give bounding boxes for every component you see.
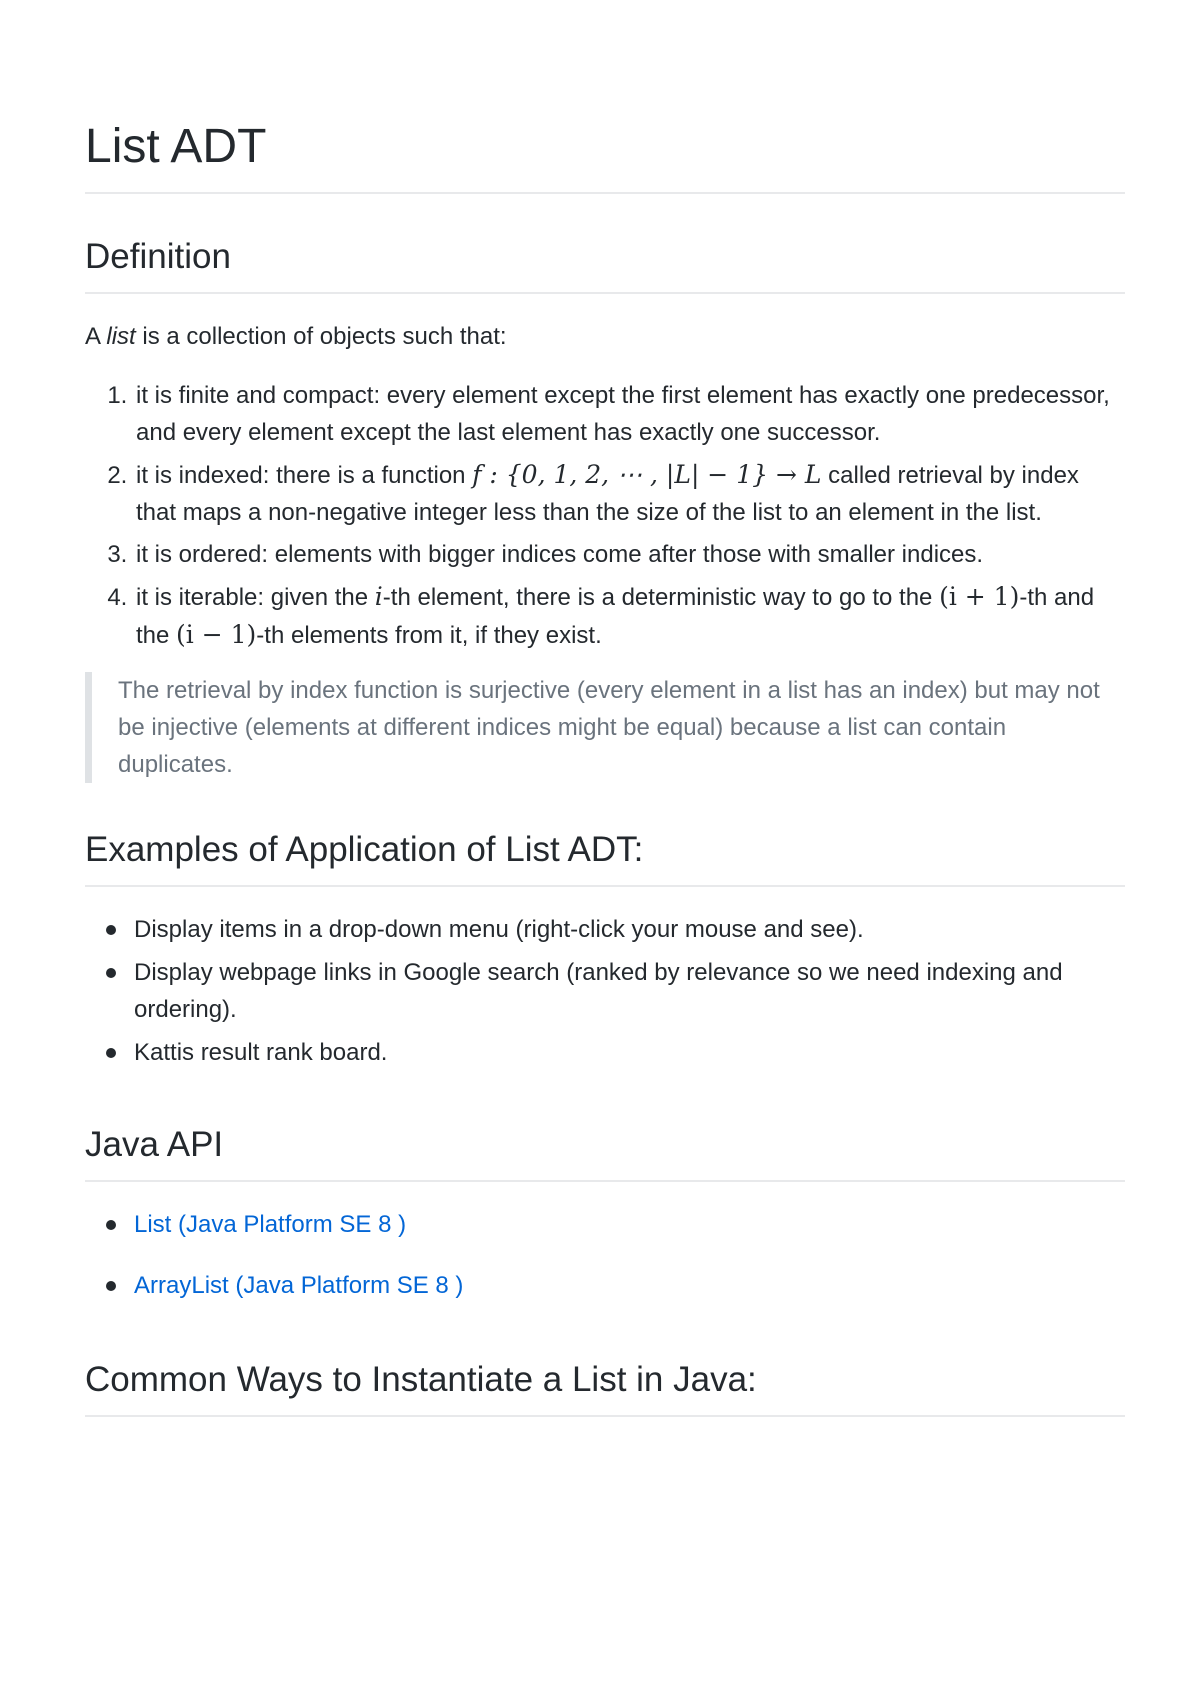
bullet-icon xyxy=(106,1220,116,1230)
definition-heading: Definition xyxy=(85,236,1125,294)
next-index-math: (i + 1) xyxy=(939,581,1020,611)
bullet-icon xyxy=(106,925,116,935)
definition-item-indexed xyxy=(134,456,1125,531)
definition-intro xyxy=(85,318,1125,355)
document-page xyxy=(85,0,1125,1417)
definition-item-text: -th element, there is a deterministic way to go to the xyxy=(382,583,933,611)
index-i-math: i xyxy=(374,581,383,611)
definition-item-text: -th and the xyxy=(136,583,1095,649)
java-api-links xyxy=(85,1206,1125,1304)
surjective-note: The retrieval by index function is surjective (every element in a list has an index) but may not be injective (elements at different indices might be equal) because a list can contain duplicates. xyxy=(85,672,1125,783)
retrieval-function-math: f : {0, 1, 2, ⋯ , |L| − 1} → L xyxy=(472,459,822,489)
definition-item-ordered xyxy=(134,536,1125,573)
list-item xyxy=(134,1034,1125,1071)
intro-term: list xyxy=(106,322,136,350)
definition-item-text: it is finite and compact: every element except the first element has exactly one predecessor, and every element except the last element has exactly one successor. xyxy=(136,381,1110,446)
list-api-link[interactable]: List (Java Platform SE 8 ) xyxy=(134,1210,407,1238)
intro-prefix: A xyxy=(85,322,100,350)
examples-list xyxy=(85,911,1125,1071)
definition-list xyxy=(85,377,1125,654)
page-title: List ADT xyxy=(85,118,1125,194)
bullet-icon xyxy=(106,1281,116,1291)
definition-item-text: it is indexed: there is a function xyxy=(136,461,466,489)
instantiate-heading: Common Ways to Instantiate a List in Java: xyxy=(85,1359,1125,1417)
list-item xyxy=(134,954,1125,1028)
list-item xyxy=(134,911,1125,948)
definition-item-text: it is ordered: elements with bigger indices come after those with smaller indices. xyxy=(136,540,984,568)
bullet-icon xyxy=(106,968,116,978)
list-item xyxy=(134,1267,1125,1304)
definition-item-text: called retrieval by index that maps a non-negative integer less than the size of the list to an element in the list. xyxy=(136,461,1079,526)
definition-item-iterable xyxy=(134,578,1125,654)
examples-heading: Examples of Application of List ADT: xyxy=(85,829,1125,887)
arraylist-api-link[interactable]: ArrayList (Java Platform SE 8 ) xyxy=(134,1271,464,1299)
definition-item-text: -th elements from it, if they exist. xyxy=(256,621,602,649)
list-item-text: Display items in a drop-down menu (right-click your mouse and see). xyxy=(134,915,864,943)
intro-suffix: is a collection of objects such that: xyxy=(142,322,507,350)
bullet-icon xyxy=(106,1048,116,1058)
java-api-heading: Java API xyxy=(85,1124,1125,1182)
list-item xyxy=(134,1206,1125,1243)
list-item-text: Display webpage links in Google search (ranked by relevance so we need indexing and ordering). xyxy=(134,958,1063,1023)
definition-item-text: it is iterable: given the xyxy=(136,583,369,611)
prev-index-math: (i − 1) xyxy=(176,619,257,649)
list-item-text: Kattis result rank board. xyxy=(134,1038,388,1066)
definition-item-finite xyxy=(134,377,1125,451)
